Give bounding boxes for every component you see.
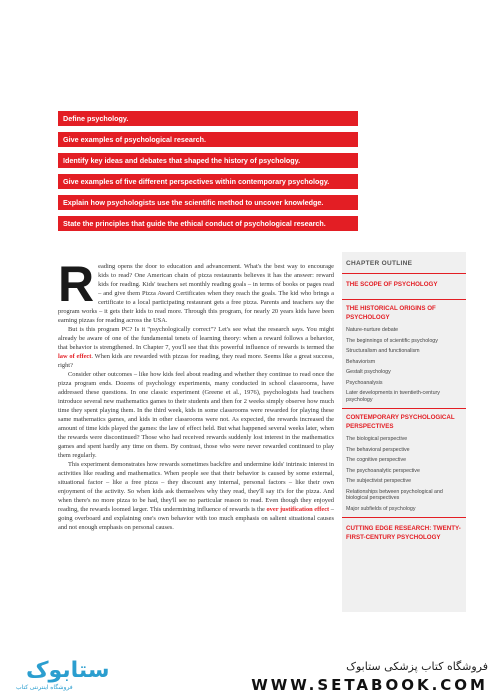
- outline-section: [342, 299, 466, 405]
- outline-item[interactable]: The beginnings of scientific psychology: [346, 337, 438, 344]
- store-title: فروشگاه کتاب پزشکی ستابوک: [346, 660, 488, 673]
- outline-section: [342, 517, 466, 548]
- outline-item[interactable]: Structuralism and functionalism: [346, 348, 420, 354]
- objective-item: Identify key ideas and debates that shaped the history of psychology.: [58, 153, 358, 168]
- store-logo[interactable]: [6, 658, 110, 694]
- store-footer: [0, 652, 500, 700]
- paragraph-text: Consider other outcomes – like how kids feel about reading and whether they continue to read once the pizza program ends. Dozens of psychology experiments, many conducted in school classrooms, have addressed these questions. In one classic experiment (Greene et al., 1976), psychologists had teachers introduce several new mathematics games to their students and then for 2 weeks simply observe how much time they spent playing them. In the third week, kids in some classrooms were rewarded for playing these same mathematics games, and kids in other classrooms were not. As expected, the rewards increased the amount of time kids played the games: the law of effect held. But what happened several weeks later, when the rewards were discontinued? Those who had received rewards suddenly lost interest in the mathematics games and spent hardly any time on them. By contrast, those who were never rewarded continued to play them regularly.: [58, 371, 334, 459]
- outline-section-title[interactable]: THE SCOPE OF PSYCHOLOGY: [342, 273, 466, 295]
- paragraph: [58, 460, 334, 532]
- paragraph-text: eading opens the door to education and advancement. What's the best way to encourage kids to read? One American chain of pizza restaurants believes it has the answer: reward kids for reading. Kids' teachers set monthly reading goals – in terms of books or pages read – and give them Pizza Award Certificates when they reach the goals. The kid who brings a certificate to a local participating restaurant gets a free pizza. Parents and teachers say the program works – it gets their kids to read more. Through this program, for nearly 20 years kids have been earning pizzas for reading across the USA.: [58, 263, 334, 324]
- paragraph: [58, 370, 334, 460]
- outline-item[interactable]: Major subfields of psychology: [346, 505, 416, 512]
- objective-item: Explain how psychologists use the scientific method to uncover knowledge.: [58, 195, 358, 210]
- chapter-intro-text: [58, 256, 335, 532]
- paragraph: [58, 325, 334, 370]
- logo-text: ستابوک: [26, 658, 110, 683]
- paragraph-text: This experiment demonstrates how rewards sometimes backfire and undermine kids' intrinsic interest in activities like reading and mathematics. When people see that their behavior is caused by some external, situational factor – like a free pizza – they discount any internal, personal factors – like their own enjoyment of the activity. So when kids ask themselves why they read, they'll say it's for the pizza. And when there's no more pizza to be had, they'll see no particular reason to read. Even though they enjoyed reading, the rewards loomed larger. This undermining influence of rewards is the: [58, 461, 334, 513]
- outline-section-title[interactable]: THE HISTORICAL ORIGINS OF PSYCHOLOGY: [342, 299, 466, 325]
- paragraph-text: – going overboard and explaining one's own behavior with too much emphasis on salient situational causes and not enough emphasis on personal causes.: [58, 506, 334, 531]
- outline-item[interactable]: The behavioral perspective: [346, 446, 410, 453]
- outline-item[interactable]: Relationships between psychological and biological perspectives: [346, 488, 443, 501]
- key-term: over justification effect: [266, 506, 330, 513]
- outline-item[interactable]: The psychoanalytic perspective: [346, 467, 420, 474]
- outline-item[interactable]: Behaviorism: [346, 358, 376, 365]
- objective-item: Define psychology.: [58, 111, 358, 126]
- objective-item: Give examples of psychological research.: [58, 132, 358, 147]
- objective-item: State the principles that guide the ethical conduct of psychological research.: [58, 216, 358, 231]
- logo-subtext: فروشگاه اینترنتی کتاب: [16, 685, 73, 691]
- outline-section-title[interactable]: CUTTING EDGE RESEARCH: TWENTY-FIRST-CENTURY PSYCHOLOGY: [342, 517, 466, 548]
- learning-objectives: [58, 111, 358, 237]
- intro-paragraph: [58, 256, 334, 325]
- outline-item[interactable]: Gestalt psychology: [346, 369, 391, 375]
- objective-item: Give examples of five different perspectives within contemporary psychology.: [58, 174, 358, 189]
- outline-item[interactable]: The cognitive perspective: [346, 457, 407, 463]
- key-term: law of effect: [58, 353, 92, 360]
- outline-section-title[interactable]: CONTEMPORARY PSYCHOLOGICAL PERSPECTIVES: [342, 408, 466, 434]
- outline-item[interactable]: The biological perspective: [346, 436, 408, 442]
- drop-cap: R: [58, 256, 95, 312]
- paragraph-text: . When kids are rewarded with pizzas for reading, they read more. Seems like a great success, right?: [58, 353, 335, 369]
- outline-section: [342, 408, 466, 514]
- outline-item[interactable]: Psychoanalysis: [346, 379, 383, 386]
- outline-item[interactable]: Nature-nurture debate: [346, 327, 399, 333]
- outline-item[interactable]: Later developments in twentieth-century psychology: [346, 390, 440, 403]
- paragraph-text: But is this program PC? Is it "psychologically correct"? Let's see what the research says. You might already be aware of one of the fundamental tenets of learning theory: when a reward follows a behavior, that behavior is strengthened. In Chapter 7, you'll see that this powerful influence of rewards is termed the: [58, 326, 334, 351]
- store-website-link[interactable]: WWW.SETABOOK.COM: [251, 676, 488, 694]
- outline-item[interactable]: The subjectivist perspective: [346, 478, 412, 484]
- chapter-outline: [342, 252, 466, 612]
- outline-heading: CHAPTER OUTLINE: [346, 260, 413, 267]
- outline-section: [342, 273, 466, 295]
